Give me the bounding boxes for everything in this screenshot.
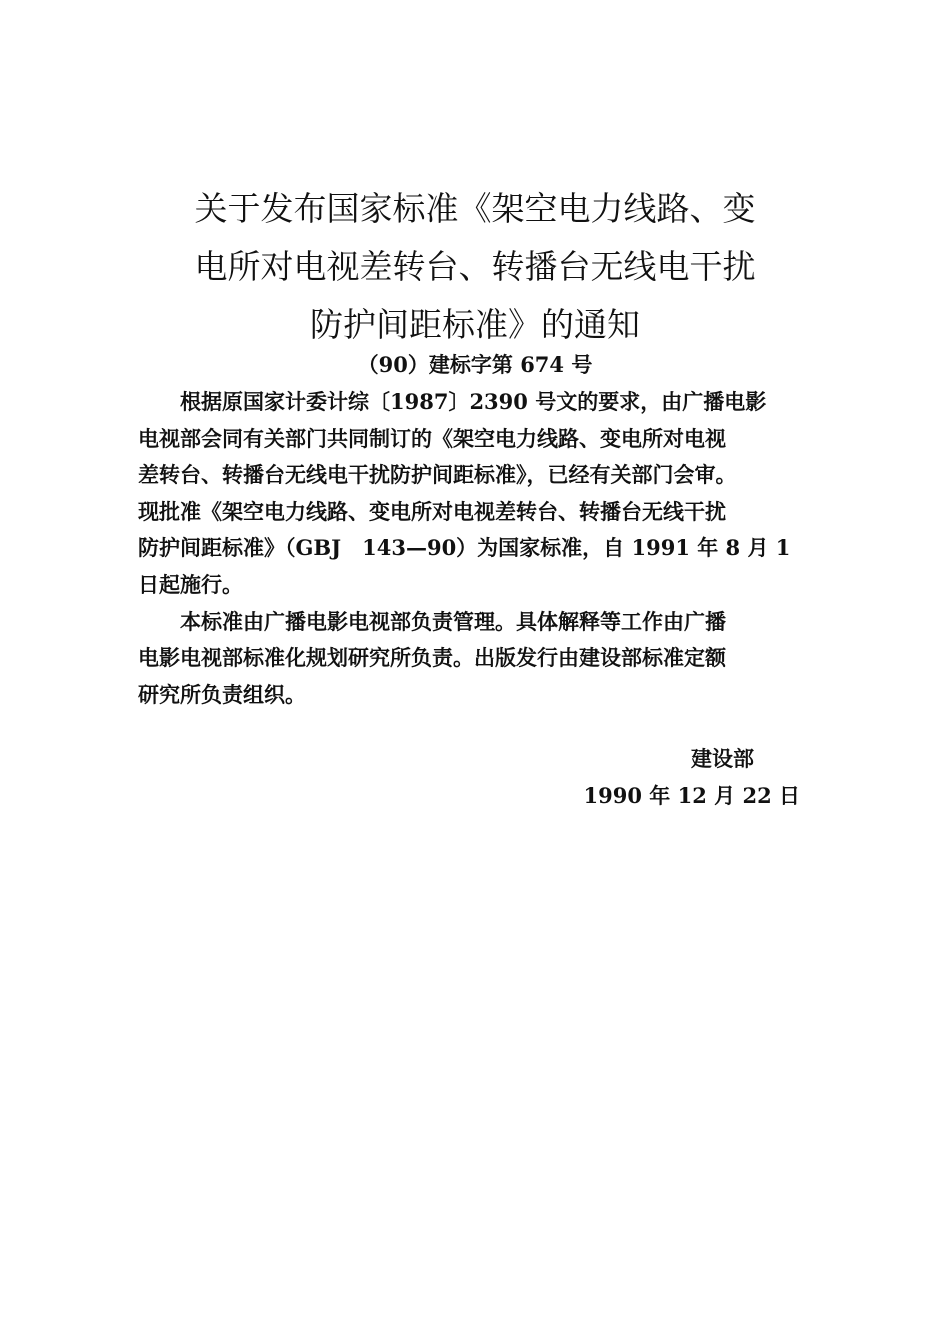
paragraph-line: 差转台、转播台无线电干扰防护间距标准》，已经有关部门会审。 [138, 462, 737, 488]
paragraph [138, 384, 803, 604]
title-line: 防护间距标准》的通知 [310, 305, 640, 344]
signature-date: 1990 年 12 月 22 日 [583, 783, 800, 808]
document-title [150, 180, 800, 354]
title-line: 电所对电视差转台、转播台无线电干扰 [194, 247, 756, 286]
paragraph-line: 现批准《架空电力线路、变电所对电视差转台、转播台无线干扰 [138, 498, 726, 524]
paragraph-line: 日起施行。 [138, 571, 243, 597]
paragraph-line: 根据原国家计委计综〔1987〕2390 号文的要求，由广播电影 [138, 389, 767, 414]
document-body [138, 384, 803, 713]
paragraph [138, 604, 803, 714]
document-number: （90）建标字第 674 号 [357, 352, 593, 377]
title-line: 关于发布国家标准《架空电力线路、变 [194, 189, 756, 228]
paragraph-line: 电影电视部标准化规划研究所负责。出版发行由建设部标准定额 [138, 645, 726, 671]
paragraph-line: 本标准由广播电影电视部负责管理。具体解释等工作由广播 [138, 608, 726, 634]
paragraph-line: 防护间距标准》（GBJ 143—90）为国家标准，自 1991 年 8 月 1 [138, 535, 791, 561]
paragraph-line: 研究所负责组织。 [138, 681, 306, 707]
paragraph-line: 电视部会同有关部门共同制订的《架空电力线路、变电所对电视 [138, 425, 726, 451]
signature-organization: 建设部 [691, 746, 754, 771]
